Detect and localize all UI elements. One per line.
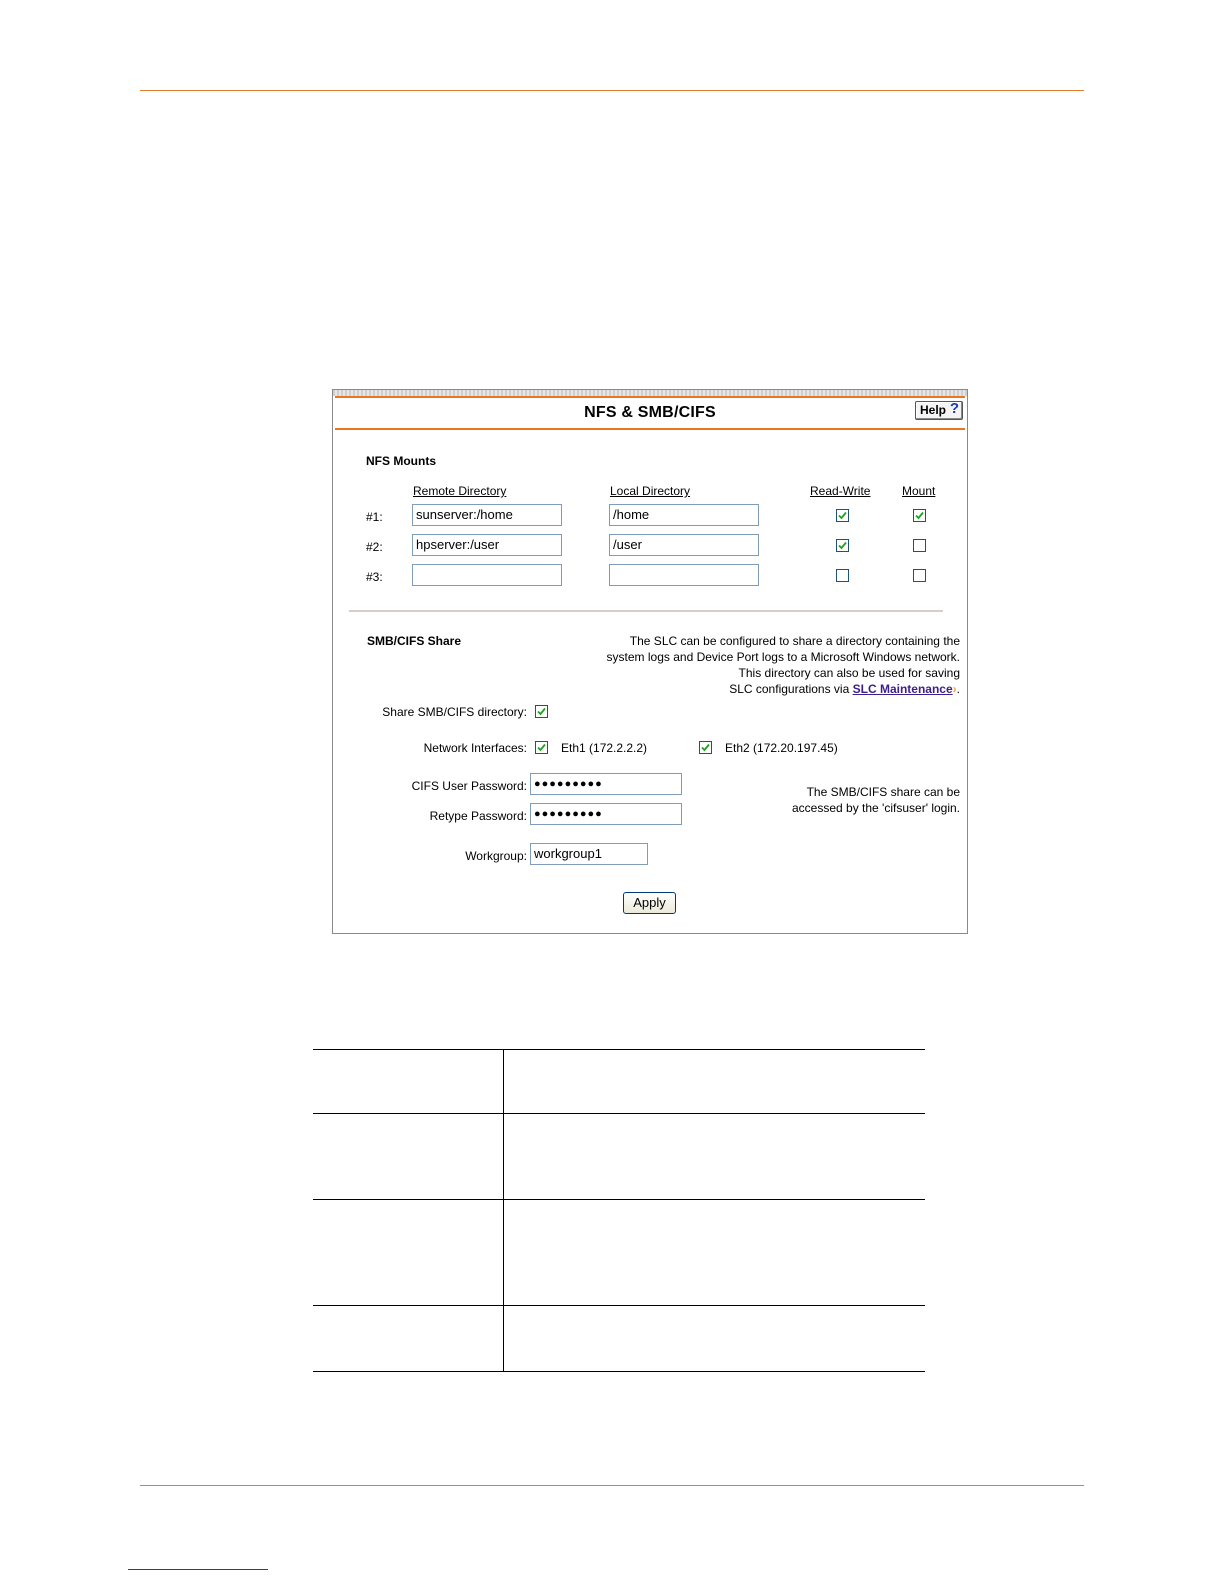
eth1-checkbox[interactable] xyxy=(535,741,548,754)
read-write-2-checkbox[interactable] xyxy=(836,539,849,552)
remote-directory-3-input[interactable] xyxy=(412,564,562,586)
parameter-table xyxy=(313,1049,925,1372)
share-directory-checkbox[interactable] xyxy=(535,705,548,718)
read-write-3-checkbox[interactable] xyxy=(836,569,849,582)
table-row xyxy=(313,1050,925,1114)
nfs-row-3-label: #3: xyxy=(366,570,383,584)
table-cell xyxy=(504,1050,926,1114)
eth2-label: Eth2 (172.20.197.45) xyxy=(725,741,838,755)
cifs-password-label: CIFS User Password: xyxy=(411,779,527,793)
checkmark-icon xyxy=(915,511,924,520)
smb-section-title: SMB/CIFS Share xyxy=(367,634,462,648)
nfs-section-title: NFS Mounts xyxy=(366,454,436,468)
table-cell xyxy=(313,1200,504,1306)
cifs-note-line-1: The SMB/CIFS share can be xyxy=(806,785,960,799)
page-header-rule xyxy=(140,90,1084,91)
cifs-note-line-2: accessed by the 'cifsuser' login. xyxy=(792,801,960,815)
smb-description-line-2: system logs and Device Port logs to a Microsoft Windows network. xyxy=(606,650,960,664)
checkmark-icon xyxy=(701,743,710,752)
chevron-right-icon: › xyxy=(952,682,957,696)
smb-description-text: SLC configurations via xyxy=(729,682,850,696)
title-rule-bottom xyxy=(335,428,965,430)
checkmark-icon xyxy=(537,743,546,752)
slc-maintenance-link[interactable]: SLC Maintenance xyxy=(852,682,953,696)
table-cell xyxy=(504,1306,926,1372)
network-interfaces-label: Network Interfaces: xyxy=(423,741,527,755)
local-directory-3-input[interactable] xyxy=(609,564,759,586)
table-row xyxy=(313,1200,925,1306)
smb-description-line-4 xyxy=(729,682,960,696)
table-cell xyxy=(313,1306,504,1372)
section-divider xyxy=(349,610,943,612)
share-directory-label: Share SMB/CIFS directory: xyxy=(382,705,527,719)
workgroup-input[interactable]: workgroup1 xyxy=(530,843,648,865)
checkmark-icon xyxy=(838,511,847,520)
read-write-header: Read-Write xyxy=(810,484,871,498)
eth1-label: Eth1 (172.2.2.2) xyxy=(561,741,648,755)
page-footer-rule xyxy=(140,1485,1084,1486)
table-cell xyxy=(313,1114,504,1200)
footer-link-underline xyxy=(128,1569,268,1570)
remote-directory-header: Remote Directory xyxy=(413,484,507,498)
eth2-checkbox[interactable] xyxy=(699,741,712,754)
mount-3-checkbox[interactable] xyxy=(913,569,926,582)
title-rule-top xyxy=(335,396,965,398)
retype-password-label: Retype Password: xyxy=(429,809,527,823)
table-row xyxy=(313,1114,925,1200)
local-directory-2-input[interactable]: /user xyxy=(609,534,759,556)
help-label: Help xyxy=(920,403,947,417)
apply-button[interactable]: Apply xyxy=(623,892,676,914)
table-cell xyxy=(504,1114,926,1200)
table-cell xyxy=(504,1200,926,1306)
mount-2-checkbox[interactable] xyxy=(913,539,926,552)
read-write-1-checkbox[interactable] xyxy=(836,509,849,522)
nfs-row-1-label: #1: xyxy=(366,510,383,524)
checkmark-icon xyxy=(838,541,847,550)
help-question-icon: ? xyxy=(949,400,959,417)
smb-description-period: . xyxy=(956,682,960,696)
panel-title: NFS & SMB/CIFS xyxy=(584,404,716,421)
nfs-smb-panel xyxy=(332,389,968,934)
remote-directory-2-input[interactable]: hpserver:/user xyxy=(412,534,562,556)
table-row xyxy=(313,1306,925,1372)
local-directory-header: Local Directory xyxy=(610,484,691,498)
nfs-row-2-label: #2: xyxy=(366,540,383,554)
mount-1-checkbox[interactable] xyxy=(913,509,926,522)
help-button[interactable] xyxy=(915,401,963,420)
retype-password-input[interactable]: ●●●●●●●●● xyxy=(530,803,682,825)
local-directory-1-input[interactable]: /home xyxy=(609,504,759,526)
cifs-password-input[interactable]: ●●●●●●●●● xyxy=(530,773,682,795)
mount-header: Mount xyxy=(902,484,936,498)
remote-directory-1-input[interactable]: sunserver:/home xyxy=(412,504,562,526)
smb-description-line-1: The SLC can be configured to share a directory containing the xyxy=(629,634,960,648)
checkmark-icon xyxy=(537,707,546,716)
workgroup-label: Workgroup: xyxy=(465,849,527,863)
table-cell xyxy=(313,1050,504,1114)
smb-description-line-3: This directory can also be used for saving xyxy=(738,666,960,680)
